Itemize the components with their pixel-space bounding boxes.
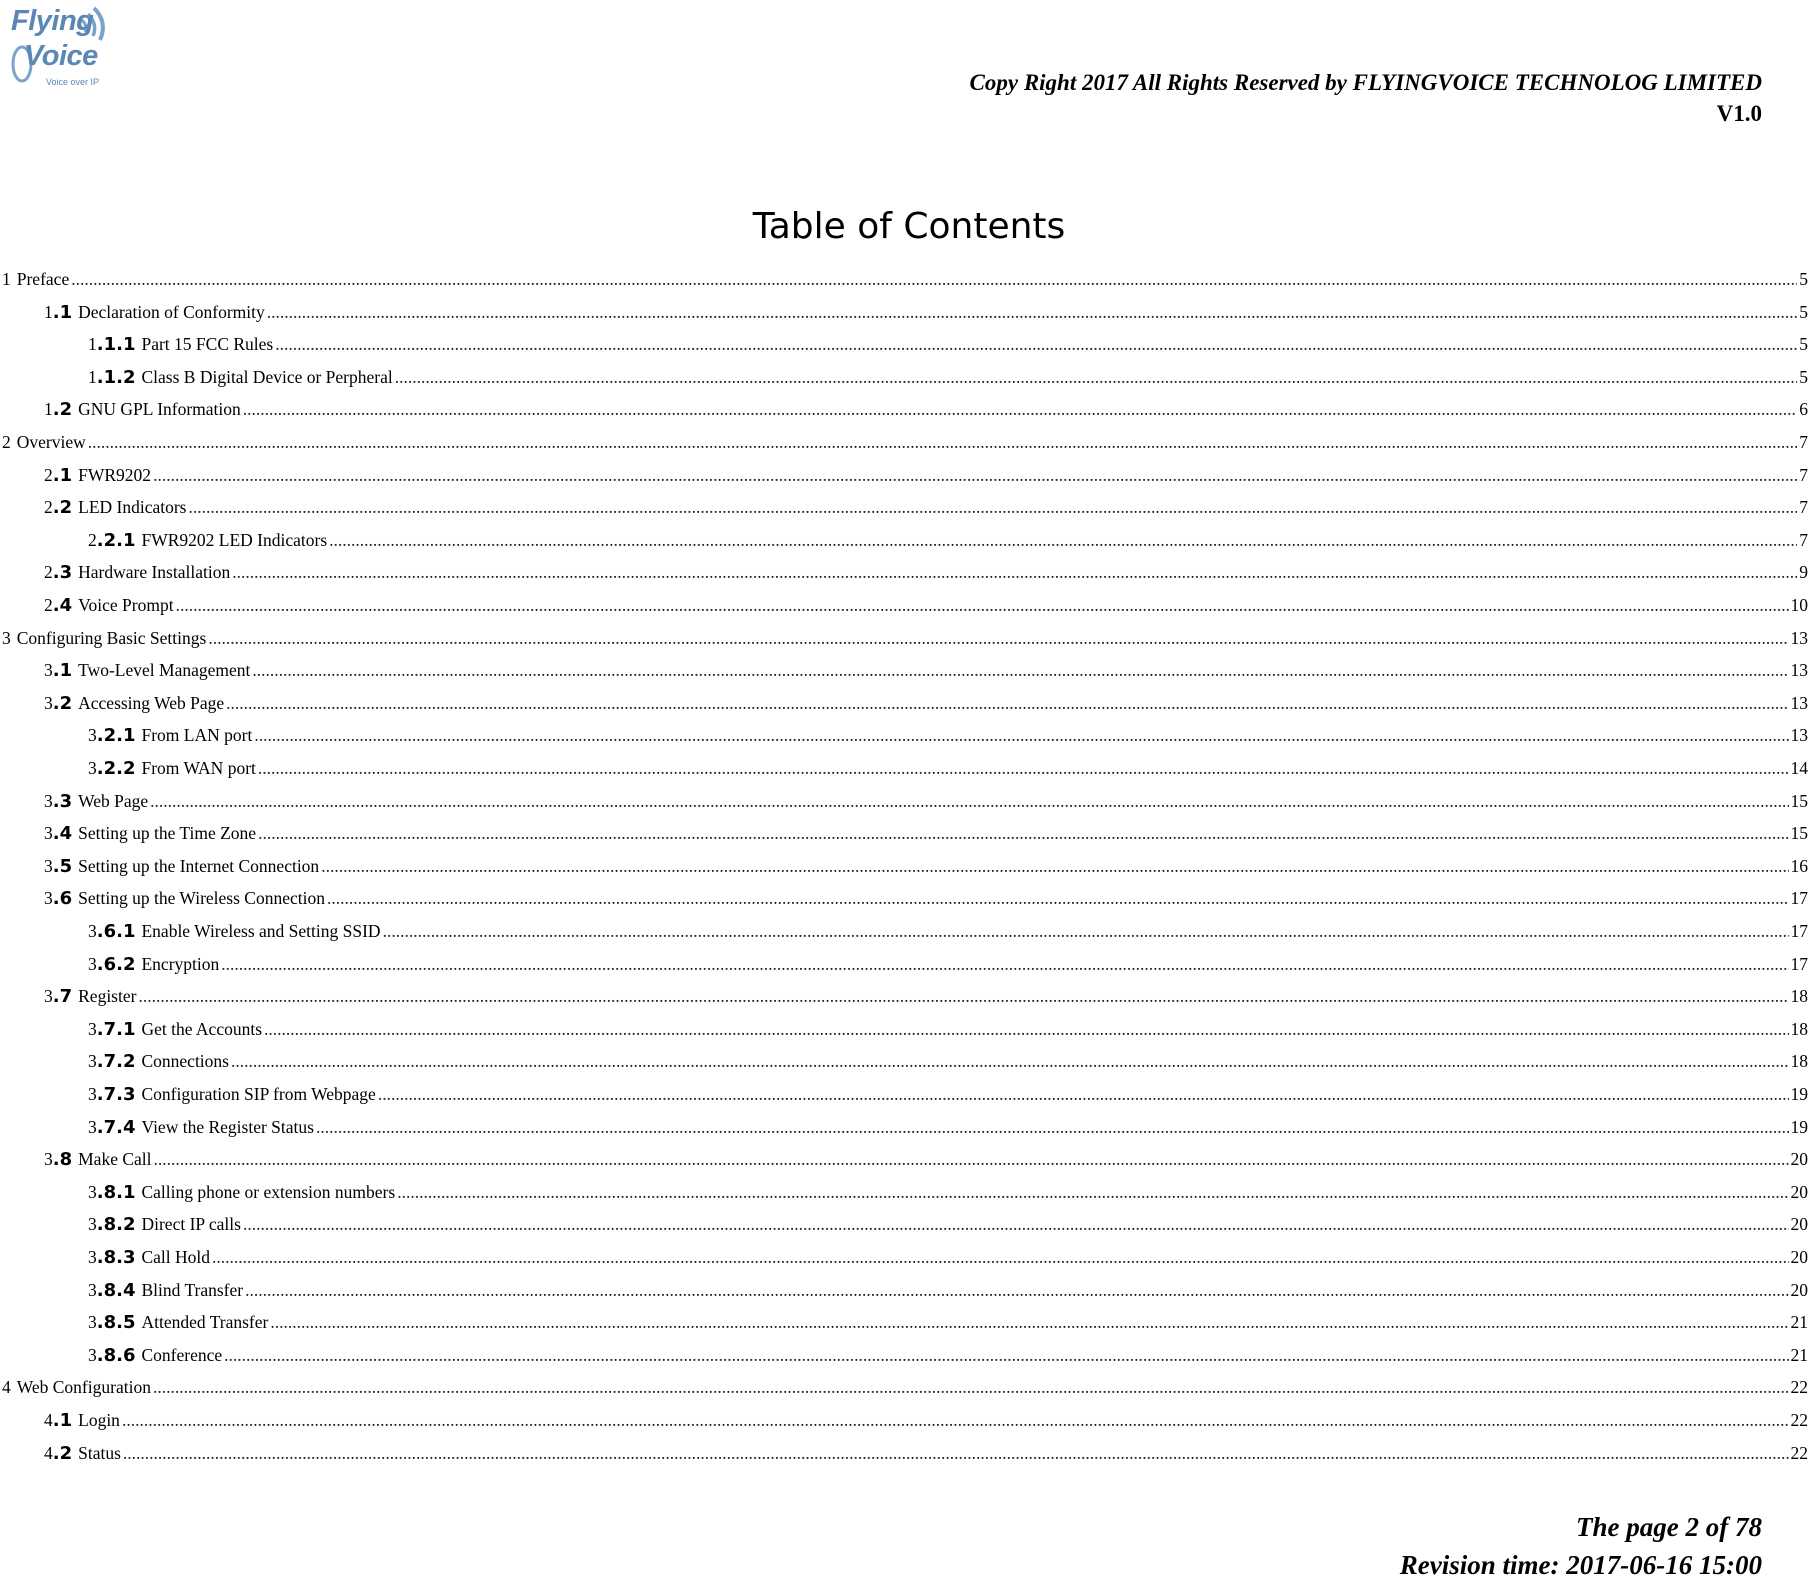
toc-entry-title: From WAN port — [141, 758, 256, 778]
toc-dot-leader — [212, 1242, 1788, 1272]
toc-entry-number: 3 — [2, 627, 11, 648]
toc-dot-leader — [138, 981, 1788, 1011]
toc-entry-number: 3.8.6 — [88, 1344, 136, 1366]
toc-entry-title: From LAN port — [141, 725, 253, 746]
toc-entry-number: 3.6.1 — [88, 921, 136, 942]
toc-dot-leader — [153, 460, 1797, 490]
toc-dot-leader — [258, 753, 1789, 783]
toc-entry-page: 13 — [1790, 660, 1808, 681]
toc-entry-page: 22 — [1790, 1410, 1808, 1430]
toc-entry-title: View the Register Status — [141, 1116, 314, 1137]
toc-entry-number: 3.2.1 — [88, 725, 136, 747]
toc-entry-number: 3.8 — [44, 1149, 73, 1171]
toc-dot-leader — [243, 1209, 1789, 1239]
toc-entry-page: 9 — [1799, 562, 1808, 583]
toc-entry-page: 18 — [1790, 986, 1808, 1007]
toc-entry-number: 1.1 — [44, 301, 73, 323]
toc-entry-title: Login — [78, 1410, 120, 1430]
toc-entry[interactable] — [0, 1372, 1808, 1402]
toc-entry-page: 22 — [1790, 1442, 1808, 1463]
toc-entry-page: 5 — [1799, 301, 1808, 322]
toc-entry-number: 3.7 — [44, 986, 73, 1008]
toc-entry-title: Web Configuration — [16, 1377, 151, 1398]
toc-entry-title: Class B Digital Device or Perpheral — [141, 366, 393, 387]
toc-entry-number: 1 — [2, 269, 11, 289]
toc-entry-number: 3.1 — [44, 660, 73, 682]
toc-entry[interactable] — [0, 1438, 1808, 1468]
toc-entry-page: 22 — [1790, 1377, 1808, 1398]
toc-entry-title: Encryption — [141, 953, 220, 974]
toc-entry-title: Get the Accounts — [141, 1018, 263, 1039]
header-version: V1.0 — [1716, 101, 1762, 126]
toc-entry-number: 2 — [2, 432, 11, 452]
toc-entry-title: Calling phone or extension numbers — [141, 1181, 396, 1202]
toc-entry-number: 1.1.2 — [88, 366, 136, 388]
toc-entry-title: Call Hold — [141, 1247, 211, 1267]
toc-entry-title: Direct IP calls — [141, 1214, 241, 1235]
toc-dot-leader — [123, 1438, 1789, 1468]
toc-entry-number: 3.2 — [44, 692, 73, 714]
page-title: Table of Contents — [752, 206, 1066, 247]
toc-entry-title: Conference — [141, 1344, 223, 1365]
toc-entry-number: 3.8.4 — [88, 1279, 136, 1301]
toc-entry-number: 4.2 — [44, 1442, 73, 1464]
toc-dot-leader — [150, 786, 1788, 816]
toc-entry-number: 3.3 — [44, 790, 73, 812]
toc-dot-leader — [122, 1405, 1789, 1435]
toc-entry-number: 3.8.2 — [88, 1214, 136, 1236]
toc-dot-leader — [154, 1144, 1789, 1174]
toc-entry-number: 2.2 — [44, 497, 73, 519]
toc-entry-title: Preface — [16, 269, 70, 289]
toc-entry-title: Register — [78, 986, 137, 1007]
toc-entry-title: Web Page — [78, 790, 149, 811]
toc-entry-title: Accessing Web Page — [78, 692, 225, 713]
toc-dot-leader — [327, 883, 1789, 913]
toc-entry[interactable] — [0, 851, 1808, 881]
toc-entry-number: 3.7.1 — [88, 1018, 136, 1040]
toc-entry-title: Two-Level Management — [78, 660, 251, 681]
toc-entry-page: 13 — [1790, 725, 1808, 746]
toc-entry-number: 2.1 — [44, 464, 73, 486]
flyingvoice-logo — [8, 0, 120, 94]
toc-entry-page: 20 — [1790, 1149, 1808, 1170]
toc-entry[interactable] — [0, 623, 1808, 653]
toc-dot-leader — [71, 264, 1797, 294]
toc-entry-page: 21 — [1790, 1312, 1808, 1333]
toc-entry[interactable] — [0, 1177, 1808, 1207]
toc-dot-leader — [254, 720, 1788, 750]
toc-dot-leader — [329, 525, 1797, 555]
logo-word-1: Flying — [11, 5, 94, 37]
toc-dot-leader — [395, 362, 1798, 392]
toc-dot-leader — [226, 688, 1788, 718]
toc-entry-page: 16 — [1790, 855, 1808, 876]
toc-entry-title: Setting up the Time Zone — [78, 823, 257, 844]
toc-entry-number: 4.1 — [44, 1410, 73, 1431]
toc-entry[interactable] — [0, 460, 1808, 490]
toc-entry[interactable] — [0, 1144, 1808, 1174]
toc-entry-page: 5 — [1799, 366, 1808, 387]
toc-entry-page: 14 — [1790, 758, 1808, 778]
footer-page-number: The page 2 of 78 — [1576, 1512, 1762, 1542]
toc-entry[interactable] — [0, 427, 1808, 457]
toc-dot-leader — [221, 949, 1788, 979]
toc-entry-page: 17 — [1790, 888, 1808, 909]
toc-entry-page: 20 — [1790, 1181, 1808, 1202]
toc-entry[interactable] — [0, 949, 1808, 979]
toc-entry-title: FWR9202 — [78, 464, 152, 485]
toc-dot-leader — [224, 1340, 1788, 1370]
toc-entry-title: Declaration of Conformity — [78, 301, 265, 322]
toc-entry-page: 6 — [1799, 399, 1808, 420]
toc-entry-number: 3.6 — [44, 888, 73, 910]
toc-entry-page: 18 — [1790, 1051, 1808, 1072]
toc-entry-number: 3.7.3 — [88, 1084, 136, 1105]
toc-entry[interactable] — [0, 557, 1808, 587]
toc-entry-page: 15 — [1790, 823, 1808, 844]
toc-entry-title: Connections — [141, 1051, 229, 1072]
toc-entry-title: Attended Transfer — [141, 1312, 269, 1333]
toc-dot-leader — [252, 655, 1788, 685]
toc-entry[interactable] — [0, 492, 1808, 522]
toc-dot-leader — [267, 297, 1798, 327]
toc-entry-page: 13 — [1790, 692, 1808, 713]
toc-dot-leader — [397, 1177, 1788, 1207]
toc-entry[interactable] — [0, 883, 1808, 913]
toc-entry-number: 3.2.2 — [88, 758, 136, 779]
toc-entry-title: GNU GPL Information — [78, 399, 241, 420]
toc-entry[interactable] — [0, 720, 1808, 750]
toc-dot-leader — [321, 851, 1788, 881]
logo-word-2: Voice — [24, 40, 98, 72]
toc-entry-title: Setting up the Wireless Connection — [78, 888, 325, 909]
toc-entry[interactable] — [0, 753, 1808, 783]
toc-dot-leader — [245, 1275, 1788, 1305]
toc-entry-title: Setting up the Internet Connection — [78, 855, 320, 876]
toc-dot-leader — [208, 623, 1788, 653]
toc-entry-title: Configuring Basic Settings — [16, 627, 207, 648]
toc-entry-title: Voice Prompt — [78, 595, 174, 615]
toc-dot-leader — [189, 492, 1798, 522]
toc-dot-leader — [378, 1079, 1789, 1109]
toc-dot-leader — [383, 916, 1789, 946]
toc-entry[interactable] — [0, 1079, 1808, 1109]
toc-entry-number: 3.8.3 — [88, 1247, 136, 1268]
toc-entry-page: 20 — [1790, 1279, 1808, 1300]
toc-entry-page: 7 — [1799, 464, 1808, 485]
toc-entry-number: 3.4 — [44, 823, 73, 845]
toc-entry[interactable] — [0, 1046, 1808, 1076]
toc-entry-page: 5 — [1799, 334, 1808, 355]
toc-entry-number: 2.3 — [44, 562, 73, 584]
toc-entry-number: 2.2.1 — [88, 529, 136, 551]
toc-entry-title: Overview — [16, 432, 86, 452]
toc-entry-number: 4 — [2, 1377, 11, 1398]
toc-entry[interactable] — [0, 1307, 1808, 1337]
toc-entry-number: 1.2 — [44, 399, 73, 421]
toc-entry-page: 10 — [1790, 595, 1808, 615]
toc-dot-leader — [176, 590, 1789, 620]
toc-entry-page: 19 — [1790, 1116, 1808, 1137]
toc-entry-title: Blind Transfer — [141, 1279, 244, 1300]
toc-entry-page: 17 — [1790, 921, 1808, 941]
toc-entry-page: 7 — [1799, 432, 1808, 452]
toc-dot-leader — [153, 1372, 1789, 1402]
toc-entry-number: 3.8.1 — [88, 1181, 136, 1203]
footer-revision-time: Revision time: 2017-06-16 15:00 — [1399, 1550, 1762, 1580]
toc-dot-leader — [264, 1014, 1788, 1044]
toc-entry-page: 15 — [1790, 790, 1808, 811]
toc-entry-page: 18 — [1790, 1018, 1808, 1039]
toc-entry[interactable] — [0, 818, 1808, 848]
toc-entry[interactable] — [0, 394, 1808, 424]
toc-entry-title: LED Indicators — [78, 497, 187, 518]
toc-entry-title: FWR9202 LED Indicators — [141, 529, 328, 550]
toc-entry-title: Status — [78, 1442, 121, 1463]
toc-entry[interactable] — [0, 297, 1808, 327]
toc-entry[interactable] — [0, 1340, 1808, 1370]
toc-entry[interactable] — [0, 786, 1808, 816]
toc-dot-leader — [316, 1112, 1789, 1142]
toc-entry[interactable] — [0, 1242, 1808, 1272]
toc-entry[interactable] — [0, 1112, 1808, 1142]
toc-entry[interactable] — [0, 264, 1808, 294]
toc-dot-leader — [270, 1307, 1788, 1337]
toc-entry[interactable] — [0, 1405, 1808, 1435]
toc-entry-page: 19 — [1790, 1084, 1808, 1104]
toc-entry-number: 3.7.2 — [88, 1051, 136, 1073]
toc-entry-number: 3.6.2 — [88, 953, 136, 975]
toc-entry-title: Enable Wireless and Setting SSID — [141, 921, 381, 941]
toc-entry-page: 20 — [1790, 1247, 1808, 1267]
toc-entry-title: Configuration SIP from Webpage — [141, 1084, 376, 1104]
toc-entry-number: 3.8.5 — [88, 1312, 136, 1334]
toc-entry-page: 17 — [1790, 953, 1808, 974]
toc-dot-leader — [232, 557, 1797, 587]
toc-entry-number: 3.7.4 — [88, 1116, 136, 1138]
toc-entry[interactable] — [0, 362, 1808, 392]
toc-dot-leader — [231, 1046, 1789, 1076]
toc-dot-leader — [258, 818, 1788, 848]
toc-entry-page: 5 — [1799, 269, 1808, 289]
toc-entry[interactable] — [0, 981, 1808, 1011]
toc-dot-leader — [243, 394, 1797, 424]
toc-entry-number: 3.5 — [44, 855, 73, 877]
toc-entry-page: 20 — [1790, 1214, 1808, 1235]
toc-dot-leader — [275, 329, 1797, 359]
toc-entry[interactable] — [0, 329, 1808, 359]
toc-entry-page: 13 — [1790, 627, 1808, 648]
toc-dot-leader — [88, 427, 1797, 457]
toc-entry[interactable] — [0, 916, 1808, 946]
logo-tagline: Voice over IP — [46, 77, 100, 87]
toc-entry[interactable] — [0, 688, 1808, 718]
toc-entry-number: 1.1.1 — [88, 334, 136, 356]
header-copyright: Copy Right 2017 All Rights Reserved by FLYINGVOICE TECHNOLOG LIMITED — [969, 70, 1762, 95]
toc-entry[interactable] — [0, 1209, 1808, 1239]
toc-entry[interactable] — [0, 525, 1808, 555]
toc-entry-page: 21 — [1790, 1344, 1808, 1365]
toc-entry[interactable] — [0, 590, 1808, 620]
toc-entry[interactable] — [0, 655, 1808, 685]
toc-entry-page: 7 — [1799, 497, 1808, 518]
toc-entry-title: Part 15 FCC Rules — [141, 334, 274, 355]
toc-entry[interactable] — [0, 1014, 1808, 1044]
toc-entry-page: 7 — [1799, 529, 1808, 550]
toc-entry-title: Make Call — [78, 1149, 152, 1170]
toc-entry-title: Hardware Installation — [78, 562, 231, 583]
toc-entry[interactable] — [0, 1275, 1808, 1305]
toc-entry-number: 2.4 — [44, 595, 73, 616]
